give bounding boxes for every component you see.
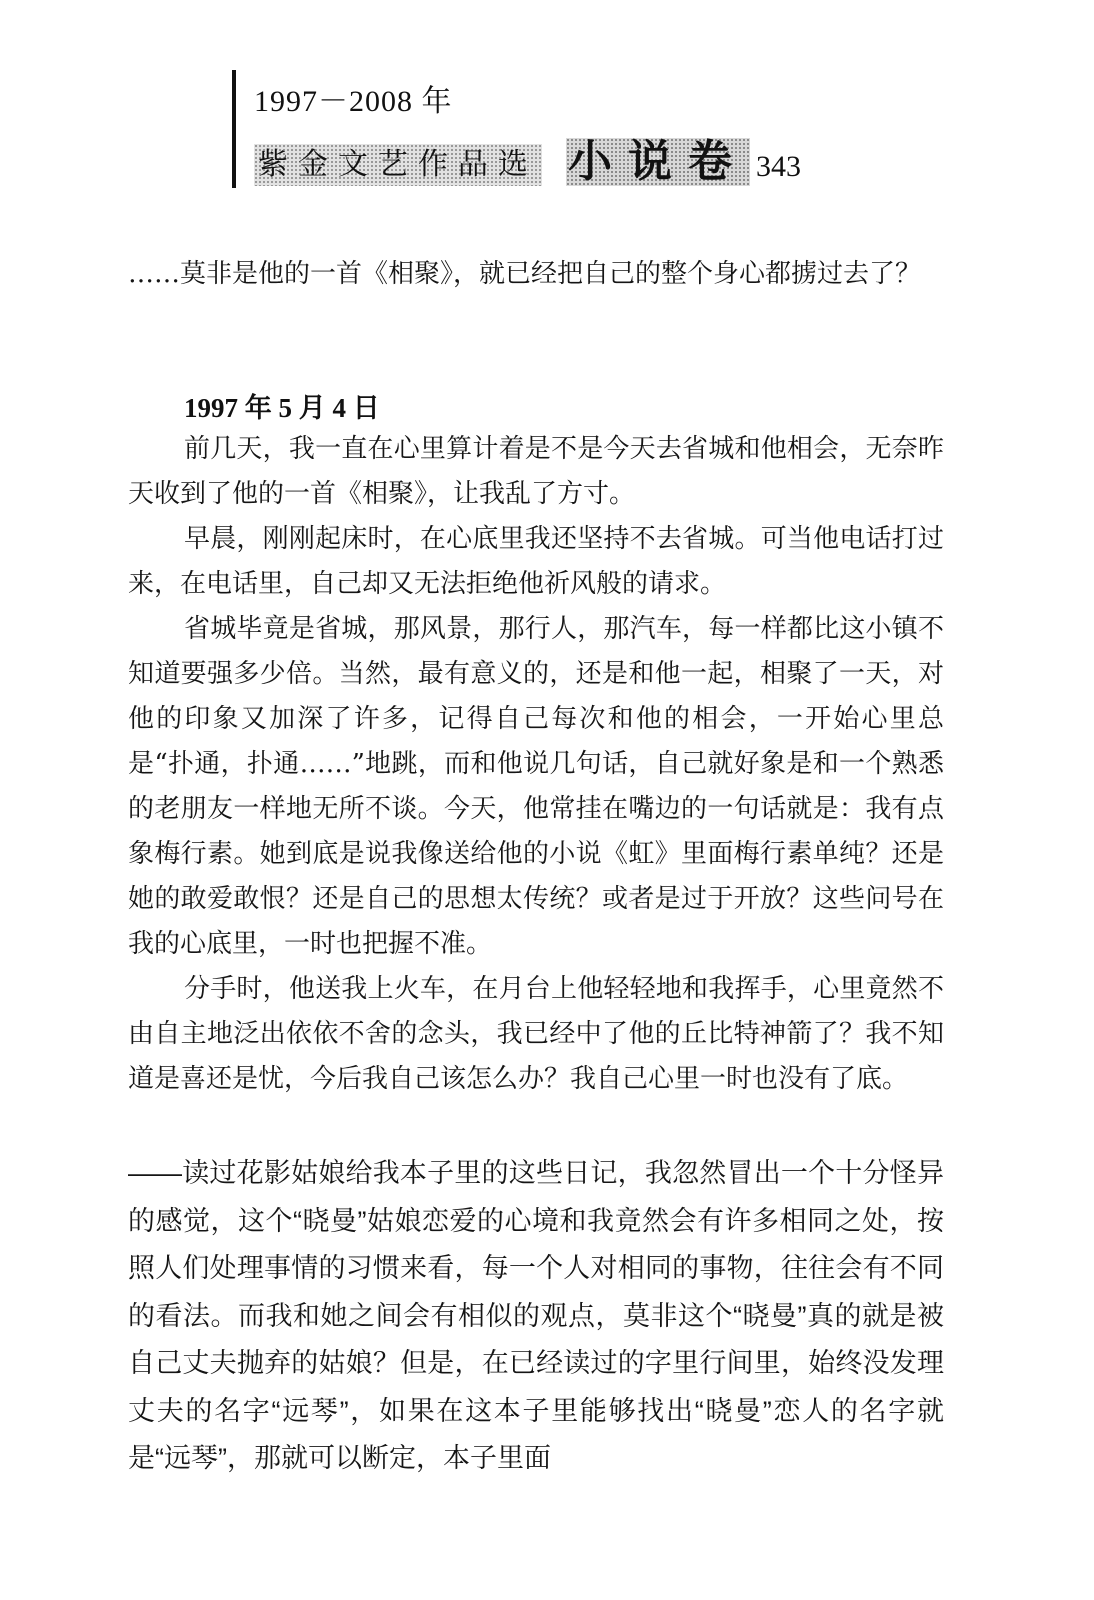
diary-paragraph: 前几天，我一直在心里算计着是不是今天去省城和他相会，无奈昨天收到了他的一首《相聚》，让我乱了方寸。	[128, 434, 944, 509]
diary-entry	[128, 427, 944, 1102]
header-title-row	[254, 134, 801, 186]
narrative-block	[128, 1150, 944, 1483]
volume-title: 小说卷	[568, 136, 748, 187]
intro-paragraph-block	[128, 252, 944, 297]
series-title: 紫金文艺作品选	[254, 144, 542, 186]
diary-paragraph: 省城毕竟是省城，那风景，那行人，那汽车，每一样都比这小镇不知道要强多少倍。当然，最有意义的，还是和他一起，相聚了一天，对他的印象又加深了许多，记得自己每次和他的相会，一开始心里总是“扑通，扑通……”地跳，而和他说几句话，自己就好象是和一个熟悉的老朋友一样地无所不谈。今天，他常挂在嘴边的一句话就是：我有点象梅行素。她到底是说我像送给他的小说《虹》里面梅行素单纯？还是她的敢爱敢恨？还是自己的思想太传统？或者是过于开放？这些问号在我的心底里，一时也把握不准。	[128, 614, 944, 959]
header-years: 1997－2008 年	[254, 85, 453, 118]
diary-paragraph: 分手时，他送我上火车，在月台上他轻轻地和我挥手，心里竟然不由自主地泛出依依不舍的念头，我已经中了他的丘比特神箭了？我不知道是喜还是忧，今后我自己该怎么办？我自己心里一时也没有了底。	[128, 974, 944, 1094]
narrative-paragraph: ——读过花影姑娘给我本子里的这些日记，我忽然冒出一个十分怪异的感觉，这个“晓曼”姑娘恋爱的心境和我竟然会有许多相同之处，按照人们处理事情的习惯来看，每一个人对相同的事物，往往会有不同的看法。而我和她之间会有相似的观点，莫非这个“晓曼”真的就是被自己丈夫抛弃的姑娘？但是，在已经读过的字里行间里，始终没发理丈夫的名字“远琴”，如果在这本子里能够找出“晓曼”恋人的名字就是“远琴”，那就可以断定，本子里面	[128, 1158, 944, 1473]
running-header	[232, 70, 952, 190]
diary-paragraph: 早晨，刚刚起床时，在心底里我还坚持不去省城。可当他电话打过来，在电话里，自己却又无法拒绝他祈风般的请求。	[128, 524, 944, 599]
intro-paragraph: ……莫非是他的一首《相聚》，就已经把自己的整个身心都掳过去了？	[128, 259, 922, 289]
diary-date-heading: 1997 年 5 月 4 日	[184, 393, 380, 423]
header-rule	[232, 70, 236, 188]
page-number: 343	[756, 150, 801, 183]
